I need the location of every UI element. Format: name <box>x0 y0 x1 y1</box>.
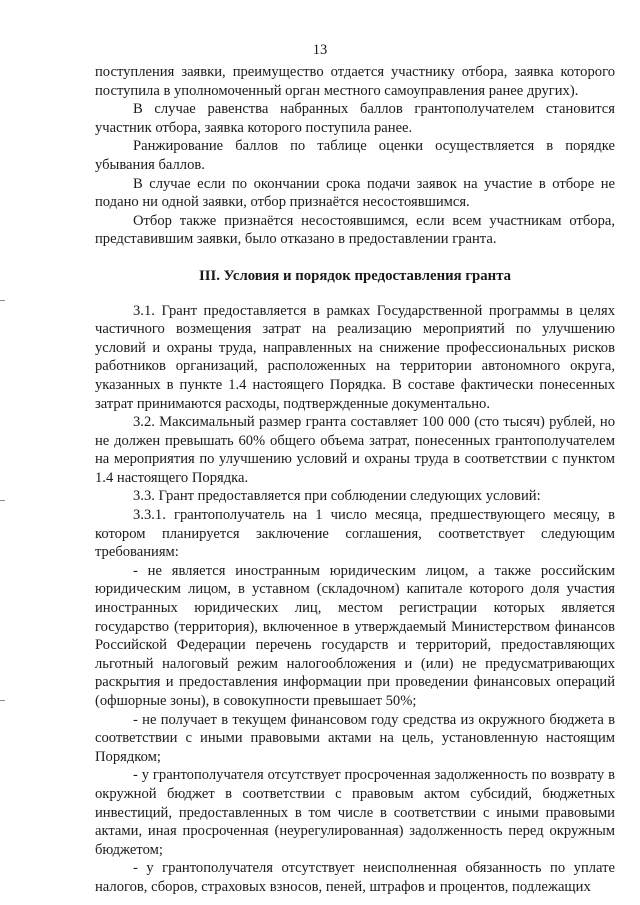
paragraph: 3.3.1. грантополучатель на 1 число месяца, предшествующего месяцу, в котором планируется заключение соглашения, соответствует следующим требованиям: <box>95 507 615 561</box>
paragraph: 3.1. Грант предоставляется в рамках Государственной программы в целях частичного возмещения затрат на реализацию мероприятий по улучшению условий и охраны труда, направленных на снижение профессиональных рисков работников организаций, расположенных на территории автономного округа, указанных в пункте 1.4 настоящего Порядка. В составе фактически понесенных затрат принимаются расходы, подтвержденные документально. <box>95 302 615 412</box>
paragraph: 3.2. Максимальный размер гранта составляет 100 000 (сто тысяч) рублей, но не должен превышать 60% общего объема затрат, понесенных грантополучателем на мероприятия по улучшению условий и охраны труда в соответствии с пунктом 1.4 настоящего Порядка. <box>95 414 615 486</box>
scan-mark <box>0 500 5 501</box>
list-item: - у грантополучателя отсутствует неисполненная обязанность по уплате налогов, сборов, страховых взносов, пеней, штрафов и процентов, подлежащих <box>95 860 615 895</box>
section-heading: III. Условия и порядок предоставления гранта <box>198 267 512 284</box>
list-item: - не является иностранным юридическим лицом, а также российским юридическим лицом, в уставном (складочном) капитале которого доля участия иностранных юридических лиц, местом регистрации которых является государство (территория), включенное в утверждаемый Министерством финансов Российской Федерации перечень государств и территорий, предоставляющих льготный налоговый режим налогообложения и (или) не предусматривающих раскрытия и предоставления информации при проведении финансовых операций (офшорные зоны), в совокупности превышает 50%; <box>95 562 615 709</box>
paragraph: Отбор также признаётся несостоявшимся, если всем участникам отбора, представившим заявки, было отказано в предоставлении гранта. <box>95 212 615 248</box>
document-body <box>95 63 615 897</box>
list-item: - у грантополучателя отсутствует просроченная задолженность по возврату в окружной бюджет в соответствии с правовым актом субсидий, бюджетных инвестиций, предоставленных в том числе в соответствии с иными правовыми актами, иная просроченная (неурегулированная) задолженность перед окружным бюджетом; <box>95 767 615 858</box>
paragraph: В случае если по окончании срока подачи заявок на участие в отборе не подано ни одной заявки, отбор признаётся несостоявшимся. <box>95 175 615 211</box>
paragraph: 3.3. Грант предоставляется при соблюдении следующих условий: <box>133 488 541 505</box>
scan-mark <box>0 700 5 701</box>
paragraph: поступления заявки, преимущество отдается участнику отбора, заявка которого поступила в уполномоченный орган местного самоуправления ранее других). <box>95 64 615 99</box>
paragraph: В случае равенства набранных баллов грантополучателем становится участник отбора, заявка которого поступила ранее. <box>95 101 615 136</box>
page-number: 13 <box>312 42 328 58</box>
paragraph: Ранжирование баллов по таблице оценки осуществляется в порядке убывания баллов. <box>95 138 615 173</box>
scan-mark <box>0 300 5 301</box>
list-item: - не получает в текущем финансовом году средства из окружного бюджета в соответствии с иными правовыми актами на цель, установленную настоящим Порядком; <box>95 711 615 765</box>
